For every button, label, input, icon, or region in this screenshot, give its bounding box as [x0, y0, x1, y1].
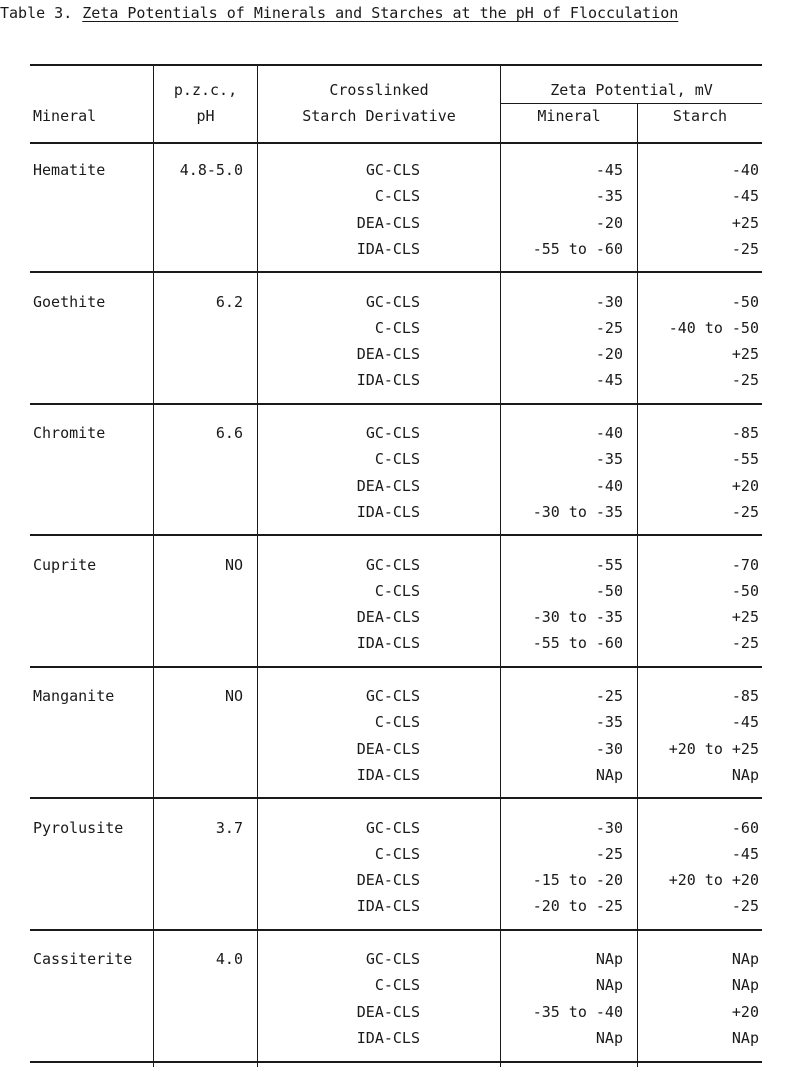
mineral-name: Pyrolusite [33, 819, 124, 837]
header-derivative-line2: Starch Derivative [302, 107, 456, 125]
starch-zeta-value: +20 [731, 1003, 759, 1021]
group-separator-rule [30, 534, 762, 536]
starch-zeta-value: -45 [731, 845, 759, 863]
group-separator-rule [30, 271, 762, 273]
starch-derivative: GC-CLS [365, 424, 420, 442]
header-derivative-line1: Crosslinked [329, 81, 429, 99]
header-mineral: Mineral [33, 107, 97, 125]
starch-derivative: DEA-CLS [356, 477, 420, 495]
mineral-zeta-value: -55 to -60 [532, 634, 623, 652]
starch-zeta-value: -40 to -50 [668, 319, 759, 337]
starch-zeta-value: -85 [731, 687, 759, 705]
column-divider [153, 64, 154, 1067]
starch-derivative: DEA-CLS [356, 1003, 420, 1021]
starch-derivative: C-CLS [374, 713, 420, 731]
mineral-zeta-value: -45 [595, 371, 623, 389]
mineral-name: Cassiterite [33, 950, 133, 968]
starch-zeta-value: -50 [731, 582, 759, 600]
mineral-zeta-value: -30 [595, 293, 623, 311]
pzc-value: NO [224, 687, 243, 705]
pzc-value: 3.7 [215, 819, 243, 837]
group-separator-rule [30, 797, 762, 799]
mineral-zeta-value: -20 to -25 [532, 897, 623, 915]
mineral-zeta-value: -40 [595, 477, 623, 495]
starch-zeta-value: +20 [731, 477, 759, 495]
starch-zeta-value: +25 [731, 608, 759, 626]
mineral-zeta-value: NAp [595, 976, 623, 994]
starch-zeta-value: -45 [731, 187, 759, 205]
pzc-value: 4.0 [215, 950, 243, 968]
mineral-zeta-value: -30 to -35 [532, 608, 623, 626]
header-zeta-starch: Starch [672, 107, 728, 125]
starch-zeta-value: +20 to +20 [668, 871, 759, 889]
mineral-name: Cuprite [33, 556, 97, 574]
starch-derivative: DEA-CLS [356, 608, 420, 626]
mineral-zeta-value: -50 [595, 582, 623, 600]
mineral-name: Chromite [33, 424, 106, 442]
starch-derivative: C-CLS [374, 582, 420, 600]
starch-derivative: DEA-CLS [356, 871, 420, 889]
starch-zeta-value: -45 [731, 713, 759, 731]
mineral-zeta-value: -55 [595, 556, 623, 574]
mineral-name: Goethite [33, 293, 106, 311]
pzc-value: NO [224, 556, 243, 574]
mineral-zeta-value: -25 [595, 319, 623, 337]
mineral-zeta-value: NAp [595, 1029, 623, 1047]
starch-derivative: DEA-CLS [356, 214, 420, 232]
mineral-zeta-value: -40 [595, 424, 623, 442]
starch-derivative: C-CLS [374, 845, 420, 863]
starch-derivative: C-CLS [374, 319, 420, 337]
starch-zeta-value: +25 [731, 214, 759, 232]
starch-zeta-value: -55 [731, 450, 759, 468]
group-separator-rule [30, 666, 762, 668]
starch-derivative: C-CLS [374, 187, 420, 205]
starch-zeta-value: +25 [731, 345, 759, 363]
mineral-zeta-value: -35 [595, 187, 623, 205]
column-divider [500, 64, 501, 1067]
table-title [0, 4, 800, 22]
starch-derivative: GC-CLS [365, 687, 420, 705]
starch-derivative: GC-CLS [365, 950, 420, 968]
pzc-value: 6.6 [215, 424, 243, 442]
table-number: Table 3. [0, 4, 73, 22]
starch-zeta-value: -85 [731, 424, 759, 442]
mineral-zeta-value: -30 to -35 [532, 503, 623, 521]
mineral-zeta-value: -55 to -60 [532, 240, 623, 258]
header-zeta-potential: Zeta Potential, mV [550, 81, 713, 99]
mineral-name: Manganite [33, 687, 115, 705]
mineral-zeta-value: -25 [595, 687, 623, 705]
starch-zeta-value: -40 [731, 161, 759, 179]
column-divider [637, 103, 638, 1067]
starch-zeta-value: -25 [731, 503, 759, 521]
starch-derivative: IDA-CLS [356, 634, 420, 652]
mineral-zeta-value: -35 [595, 713, 623, 731]
starch-derivative: C-CLS [374, 976, 420, 994]
mineral-zeta-value: NAp [595, 766, 623, 784]
starch-zeta-value: NAp [731, 766, 759, 784]
group-separator-rule [30, 929, 762, 931]
group-separator-rule [30, 403, 762, 405]
mineral-zeta-value: -30 [595, 740, 623, 758]
starch-zeta-value: NAp [731, 1029, 759, 1047]
starch-zeta-value: NAp [731, 950, 759, 968]
top-rule [30, 64, 762, 66]
starch-derivative: IDA-CLS [356, 240, 420, 258]
starch-zeta-value: -60 [731, 819, 759, 837]
starch-derivative: GC-CLS [365, 161, 420, 179]
starch-derivative: DEA-CLS [356, 345, 420, 363]
mineral-zeta-value: -35 [595, 450, 623, 468]
mineral-zeta-value: -20 [595, 214, 623, 232]
starch-derivative: IDA-CLS [356, 1029, 420, 1047]
starch-derivative: DEA-CLS [356, 740, 420, 758]
mineral-name: Hematite [33, 161, 106, 179]
starch-derivative: IDA-CLS [356, 766, 420, 784]
group-separator-rule [30, 1061, 762, 1063]
starch-zeta-value: -25 [731, 897, 759, 915]
mineral-zeta-value: -35 to -40 [532, 1003, 623, 1021]
mineral-zeta-value: -20 [595, 345, 623, 363]
starch-derivative: GC-CLS [365, 819, 420, 837]
starch-derivative: GC-CLS [365, 293, 420, 311]
mineral-zeta-value: -45 [595, 161, 623, 179]
table-caption: Zeta Potentials of Minerals and Starches at the pH of Flocculation [82, 4, 679, 22]
starch-zeta-value: -70 [731, 556, 759, 574]
header-zeta-mineral: Mineral [537, 107, 601, 125]
starch-derivative: GC-CLS [365, 556, 420, 574]
starch-zeta-value: -25 [731, 371, 759, 389]
header-bottom-rule [30, 142, 762, 144]
starch-derivative: IDA-CLS [356, 897, 420, 915]
mineral-zeta-value: -30 [595, 819, 623, 837]
header-pzc-line2: pH [196, 107, 215, 125]
header-pzc-line1: p.z.c., [173, 81, 238, 99]
mineral-zeta-value: -15 to -20 [532, 871, 623, 889]
starch-zeta-value: -50 [731, 293, 759, 311]
starch-zeta-value: -25 [731, 634, 759, 652]
starch-zeta-value: NAp [731, 976, 759, 994]
starch-zeta-value: -25 [731, 240, 759, 258]
starch-derivative: C-CLS [374, 450, 420, 468]
column-divider [257, 64, 258, 1067]
mineral-zeta-value: -25 [595, 845, 623, 863]
starch-zeta-value: +20 to +25 [668, 740, 759, 758]
pzc-value: 4.8-5.0 [179, 161, 243, 179]
pzc-value: 6.2 [215, 293, 243, 311]
mineral-zeta-value: NAp [595, 950, 623, 968]
starch-derivative: IDA-CLS [356, 371, 420, 389]
starch-derivative: IDA-CLS [356, 503, 420, 521]
